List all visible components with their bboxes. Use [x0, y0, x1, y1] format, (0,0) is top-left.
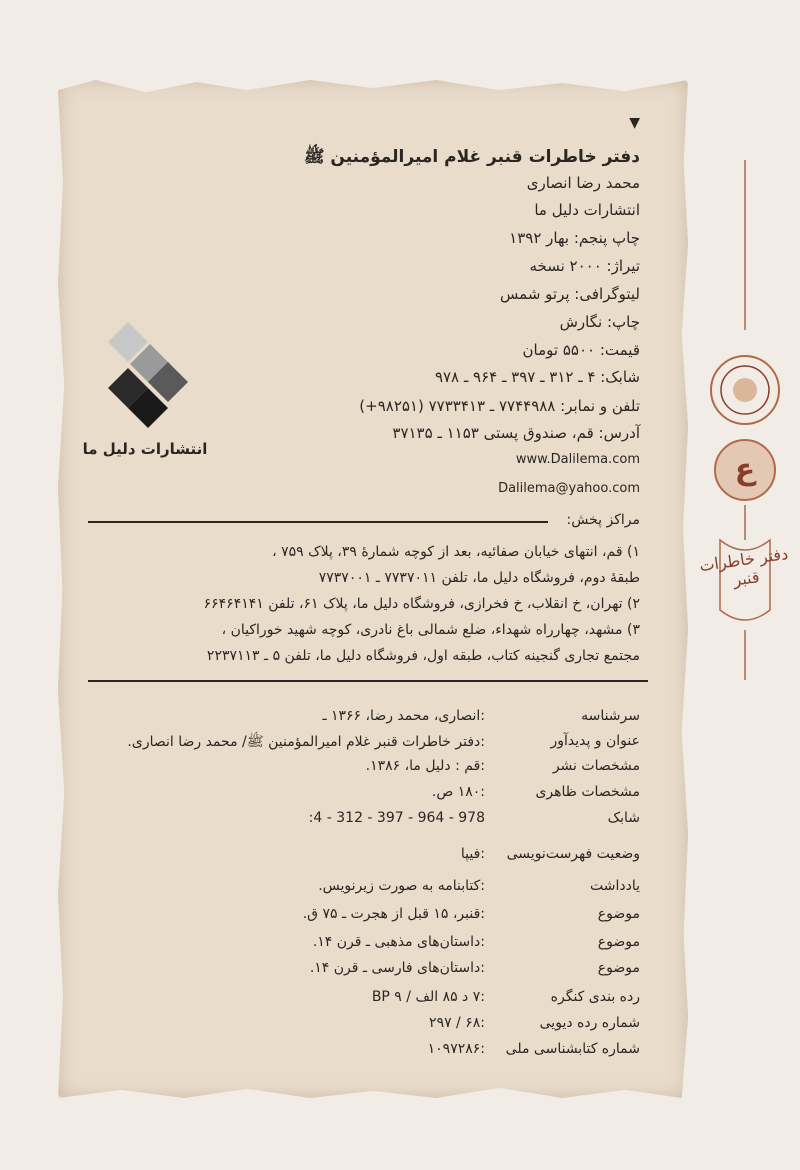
catalog-row [70, 708, 640, 732]
side-ornament-icon [700, 160, 790, 680]
catalog-value: :انصاری، محمد رضا، ۱۳۶۶ ـ [322, 708, 485, 724]
distribution-line-3: ۲) تهران، خ انقلاب، خ فخرازی، فروشگاه دلیل ما، پلاک ۶۱، تلفن ۶۶۴۶۴۱۴۱ [203, 596, 640, 612]
triangle-marker-icon: ▼ [629, 115, 640, 131]
catalog-row [70, 989, 640, 1013]
catalog-label: موضوع [597, 906, 640, 922]
email-link[interactable]: Dalilema@yahoo.com [498, 481, 640, 496]
price: قیمت: ۵۵۰۰ تومان [522, 341, 640, 359]
catalog-value: :۱۰۹۷۲۸۶ [427, 1041, 485, 1057]
circulation: تیراژ: ۲۰۰۰ نسخه [529, 257, 640, 275]
catalog-label: رده بندی کنگره [550, 989, 640, 1005]
catalog-row [70, 960, 640, 984]
catalog-row [70, 784, 640, 808]
lithography: لیتوگرافی: پرتو شمس [500, 285, 640, 303]
catalog-value: :فیپا [460, 846, 485, 862]
catalog-value: :قنبر، ۱۵ قبل از هجرت ـ ۷۵ ق. [302, 906, 485, 922]
catalog-label: شابک [607, 810, 640, 826]
book-title: دفتر خاطرات قنبر غلام امیرالمؤمنین ﷺ [303, 147, 640, 167]
divider-line [88, 521, 548, 523]
catalog-row [70, 1015, 640, 1039]
distribution-line-5: مجتمع تجاری گنجینه کتاب، طبقه اول، فروشگاه دلیل ما، تلفن ۵ ـ ۲۲۳۷۱۱۳ [206, 648, 640, 664]
catalog-label: عنوان و پدیدآور [550, 733, 640, 749]
catalog-label: مشخصات ظاهری [535, 784, 640, 800]
catalog-label: یادداشت [590, 878, 640, 894]
ornament-title: دفتر خاطرات قنبر [698, 543, 790, 590]
catalog-row [70, 906, 640, 930]
catalog-row [70, 934, 640, 958]
catalog-value: :۷ د ۸۵ الف / BP ۹ [371, 989, 485, 1005]
address: آدرس: قم، صندوق پستی ۱۱۵۳ ـ ۳۷۱۳۵ [392, 424, 640, 442]
catalog-label: موضوع [597, 960, 640, 976]
catalog-value: :4 - 312 - 397 - 964 - 978 [308, 810, 485, 826]
catalog-value: :۶۸ / ۲۹۷ [429, 1015, 485, 1031]
catalog-value: :قم : دلیل ما، ۱۳۸۶. [365, 758, 485, 774]
catalog-value: :دفتر خاطرات قنبر غلام امیرالمؤمنین ﷺ/ محمد رضا انصاری. [127, 734, 485, 750]
catalog-label: شماره کتابشناسی ملی [505, 1041, 640, 1057]
isbn: شابک: ۴ ـ ۳۱۲ ـ ۳۹۷ ـ ۹۶۴ ـ ۹۷۸ [434, 368, 640, 386]
printing: چاپ: نگارش [559, 313, 640, 331]
catalog-row [70, 758, 640, 782]
brand-name: انتشارات دلیل ما [82, 440, 208, 458]
edition: چاپ پنجم: بهار ۱۳۹۲ [509, 229, 640, 247]
publisher-logo [108, 322, 188, 428]
catalog-value: :داستان‌های فارسی ـ قرن ۱۴. [309, 960, 485, 976]
catalog-value: :داستان‌های مذهبی ـ قرن ۱۴. [312, 934, 485, 950]
catalog-label: وضعیت فهرست‌نویسی [506, 846, 640, 862]
ornament-monogram: ع [734, 452, 756, 487]
distribution-line-2: طبقهٔ دوم، فروشگاه دلیل ما، تلفن ۷۷۳۷۰۱۱ ـ ۷۷۳۷۰۰۱ [318, 570, 640, 586]
publisher: انتشارات دلیل ما [534, 201, 640, 219]
author: محمد رضا انصاری [526, 174, 640, 192]
catalog-row [70, 1041, 640, 1065]
catalog-row [70, 846, 640, 870]
catalog-row [70, 878, 640, 902]
catalog-label: موضوع [597, 934, 640, 950]
distribution-line-4: ۳) مشهد، چهارراه شهداء، ضلع شمالی باغ نادری، کوچه شهید خوراکیان ، [221, 622, 640, 638]
catalog-row [70, 733, 640, 757]
catalog-value: :۱۸۰ ص. [431, 784, 485, 800]
catalog-label: سرشناسه [581, 708, 640, 724]
catalog-value: :کتابنامه به صورت زیرنویس. [318, 878, 485, 894]
distribution-heading: مراکز پخش: [566, 512, 640, 528]
website-link[interactable]: www.Dalilema.com [515, 452, 640, 467]
catalog-label: شماره رده دیویی [539, 1015, 640, 1031]
divider-line [88, 680, 648, 682]
catalog-label: مشخصات نشر [552, 758, 640, 774]
catalog-row [70, 810, 640, 834]
distribution-line-1: ۱) قم، انتهای خیابان صفائیه، بعد از کوچه شمارهٔ ۳۹، پلاک ۷۵۹ ، [272, 544, 640, 560]
phone-fax: تلفن و نمابر: ۷۷۴۴۹۸۸ ـ ۷۷۳۳۴۱۳ (۹۸۲۵۱+) [359, 397, 640, 415]
